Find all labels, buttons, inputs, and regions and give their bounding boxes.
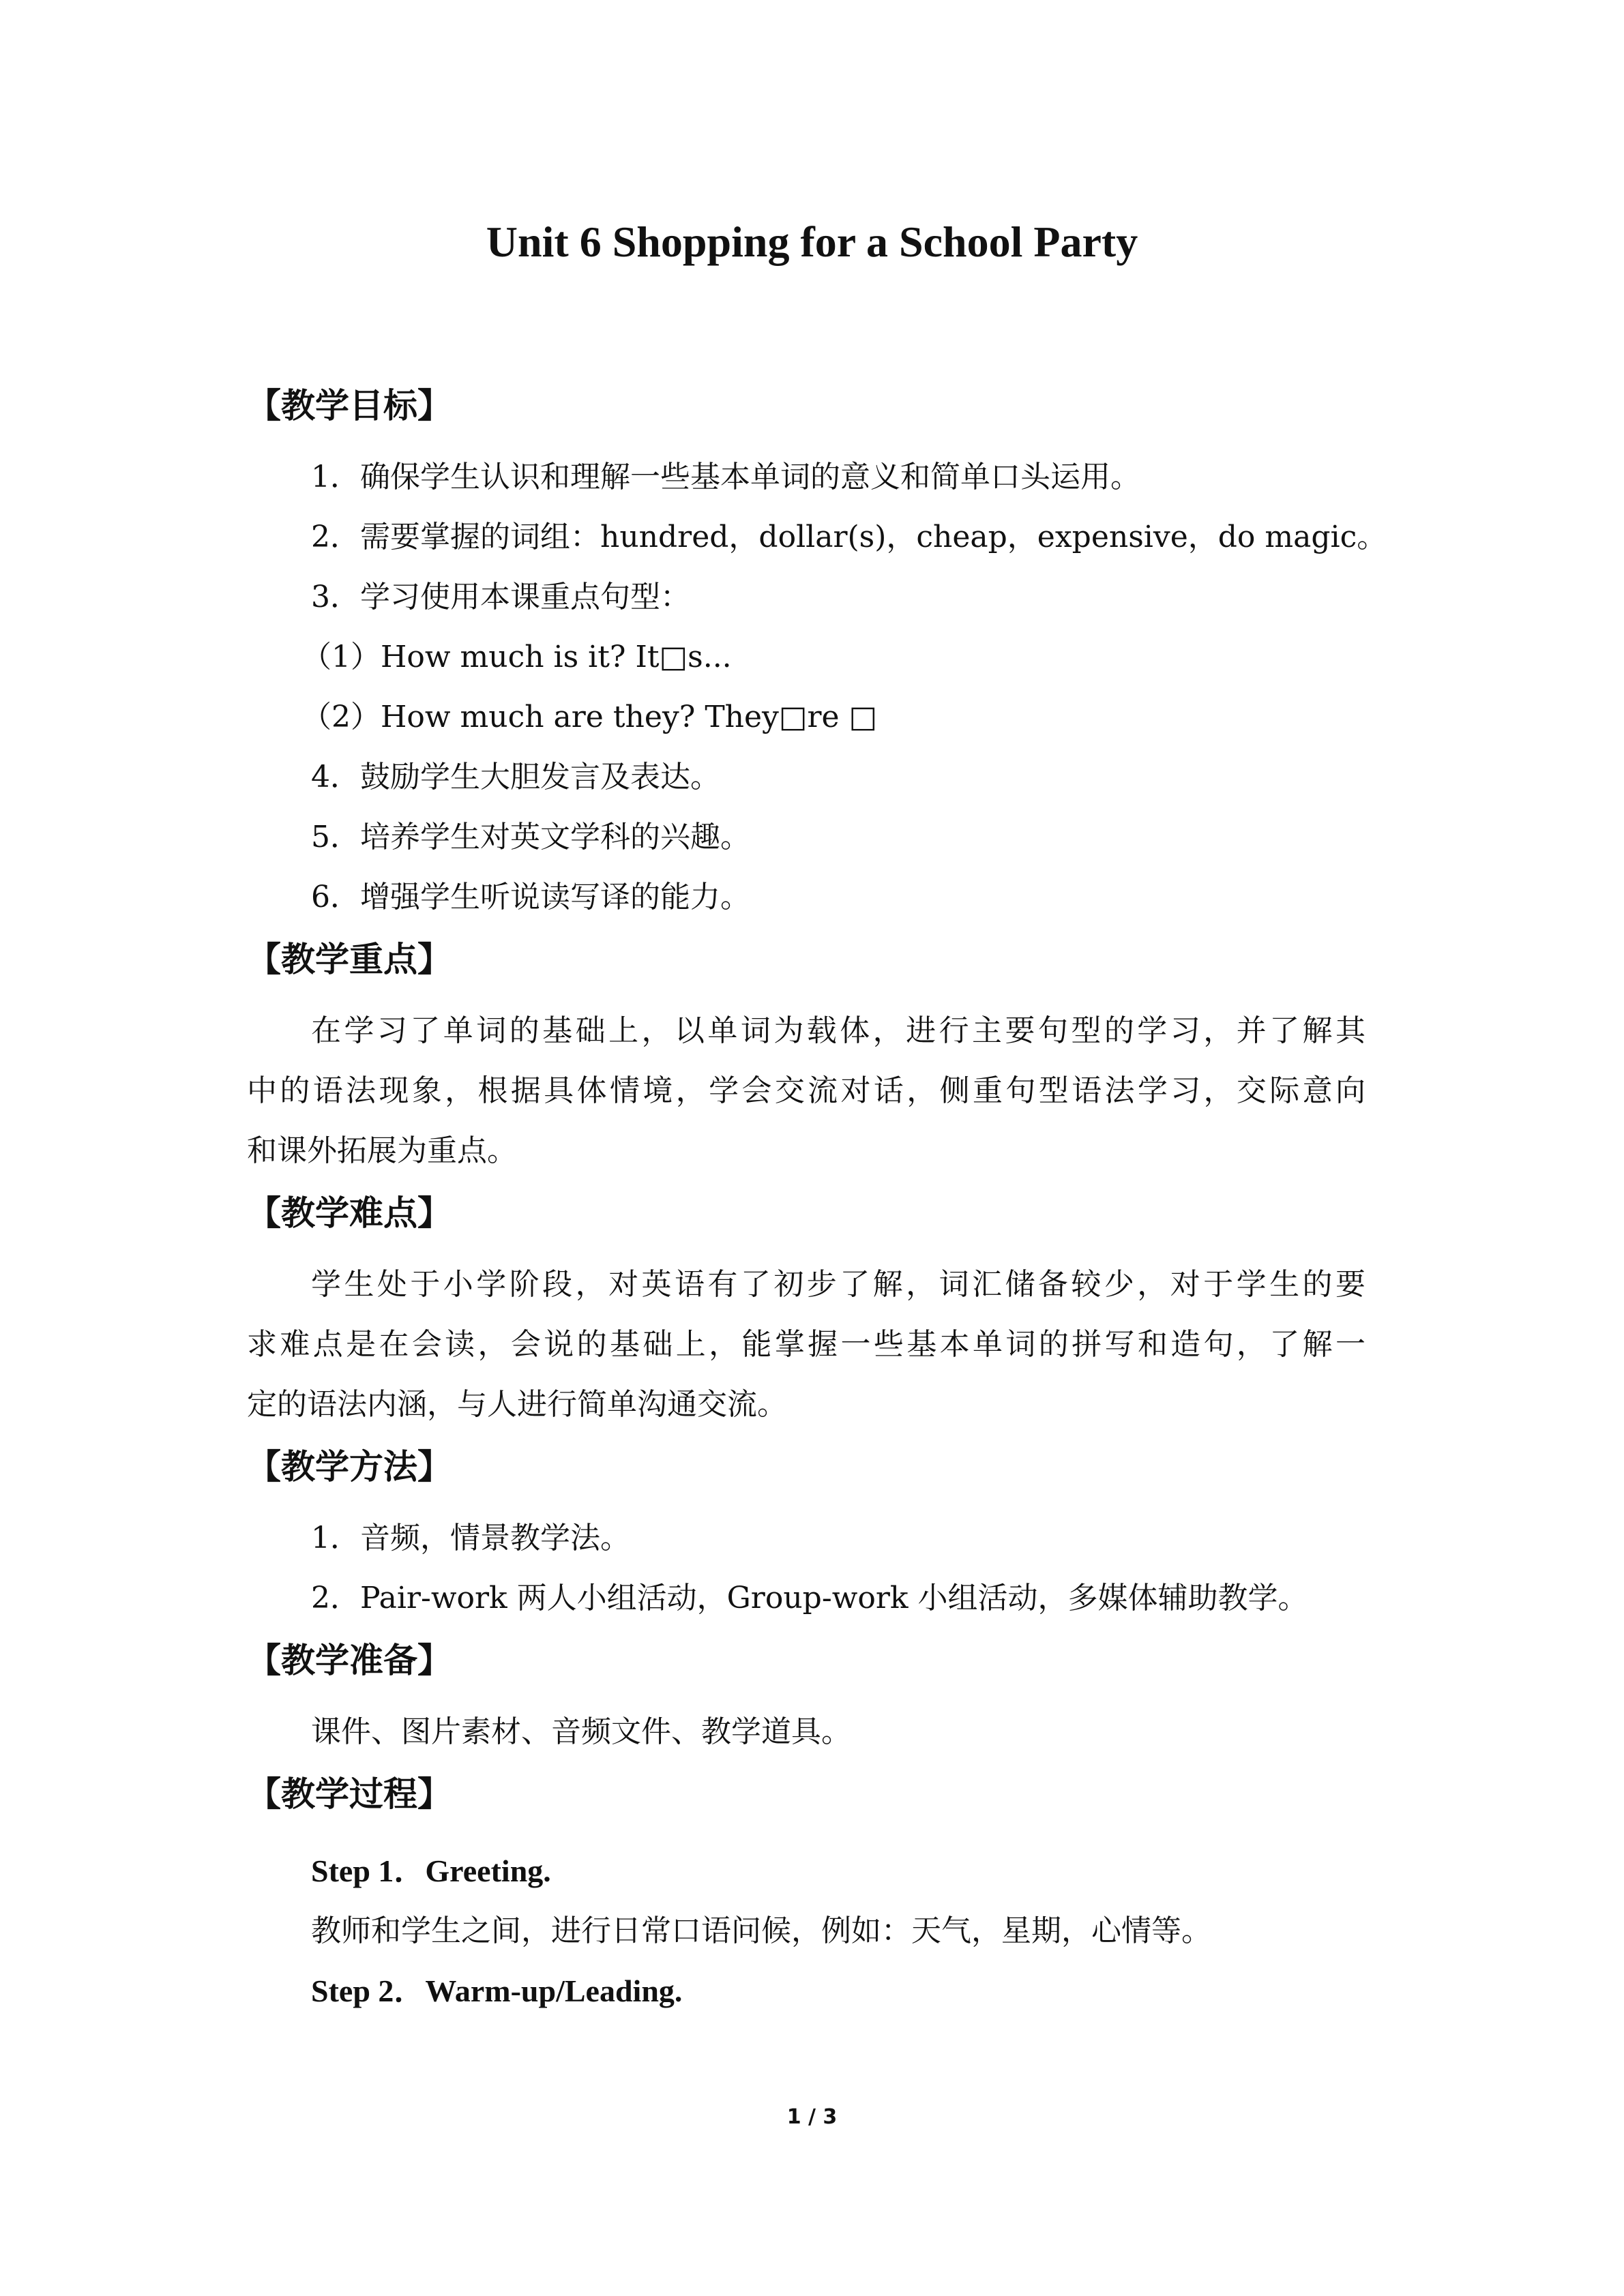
objective-item: 6．增强学生听说读写译的能力。 bbox=[311, 880, 750, 914]
objective-subitem: （1）How much is it? It□s... bbox=[301, 640, 732, 674]
difficulties-line: 定的语法内涵，与人进行简单沟通交流。 bbox=[247, 1387, 787, 1422]
step-1-title: Step 1．Greeting. bbox=[311, 1853, 551, 1888]
objective-subitem: （2）How much are they? They□re □ bbox=[301, 700, 878, 734]
document-body bbox=[247, 374, 1387, 2021]
method-item: 1．音频，情景教学法。 bbox=[311, 1521, 630, 1555]
objective-item: 5．培养学生对英文学科的兴趣。 bbox=[311, 820, 750, 854]
difficulties-line: 求难点是在会读，会说的基础上，能掌握一些基本单词的拼写和造句，了解一 bbox=[247, 1327, 1365, 1362]
step-1-text: 教师和学生之间，进行日常口语问候，例如：天气，星期，心情等。 bbox=[311, 1913, 1211, 1948]
method-item: 2．Pair-work 两人小组活动，Group-work 小组活动，多媒体辅助教学。 bbox=[311, 1581, 1308, 1615]
section-heading-difficulties: 【教学难点】 bbox=[247, 1193, 452, 1233]
objective-item: 1．确保学生认识和理解一些基本单词的意义和简单口头运用。 bbox=[311, 460, 1140, 494]
document-title: Unit 6 Shopping for a School Party bbox=[486, 218, 1138, 266]
objective-item: 3．学习使用本课重点句型： bbox=[311, 580, 690, 614]
objective-item: 4．鼓励学生大胆发言及表达。 bbox=[311, 760, 720, 794]
preparation-text: 课件、图片素材、音频文件、教学道具。 bbox=[311, 1714, 851, 1749]
section-heading-preparation: 【教学准备】 bbox=[247, 1641, 452, 1680]
section-heading-key-points: 【教学重点】 bbox=[247, 940, 452, 979]
difficulties-line: 学生处于小学阶段，对英语有了初步了解，词汇储备较少，对于学生的要 bbox=[311, 1267, 1365, 1302]
section-heading-objectives: 【教学目标】 bbox=[247, 386, 452, 426]
key-points-line: 中的语法现象，根据具体情境，学会交流对话，侧重句型语法学习，交际意向 bbox=[247, 1073, 1365, 1108]
key-points-line: 在学习了单词的基础上，以单词为载体，进行主要句型的学习，并了解其 bbox=[311, 1013, 1365, 1048]
step-2-title: Step 2．Warm-up/Leading. bbox=[311, 1973, 683, 2008]
page-number: 1 / 3 bbox=[786, 2105, 838, 2129]
key-points-line: 和课外拓展为重点。 bbox=[247, 1133, 517, 1168]
section-heading-process: 【教学过程】 bbox=[247, 1774, 452, 1814]
section-heading-methods: 【教学方法】 bbox=[247, 1447, 452, 1487]
objective-item: 2．需要掌握的词组：hundred，dollar(s)，cheap，expensive，do magic。 bbox=[311, 520, 1387, 554]
